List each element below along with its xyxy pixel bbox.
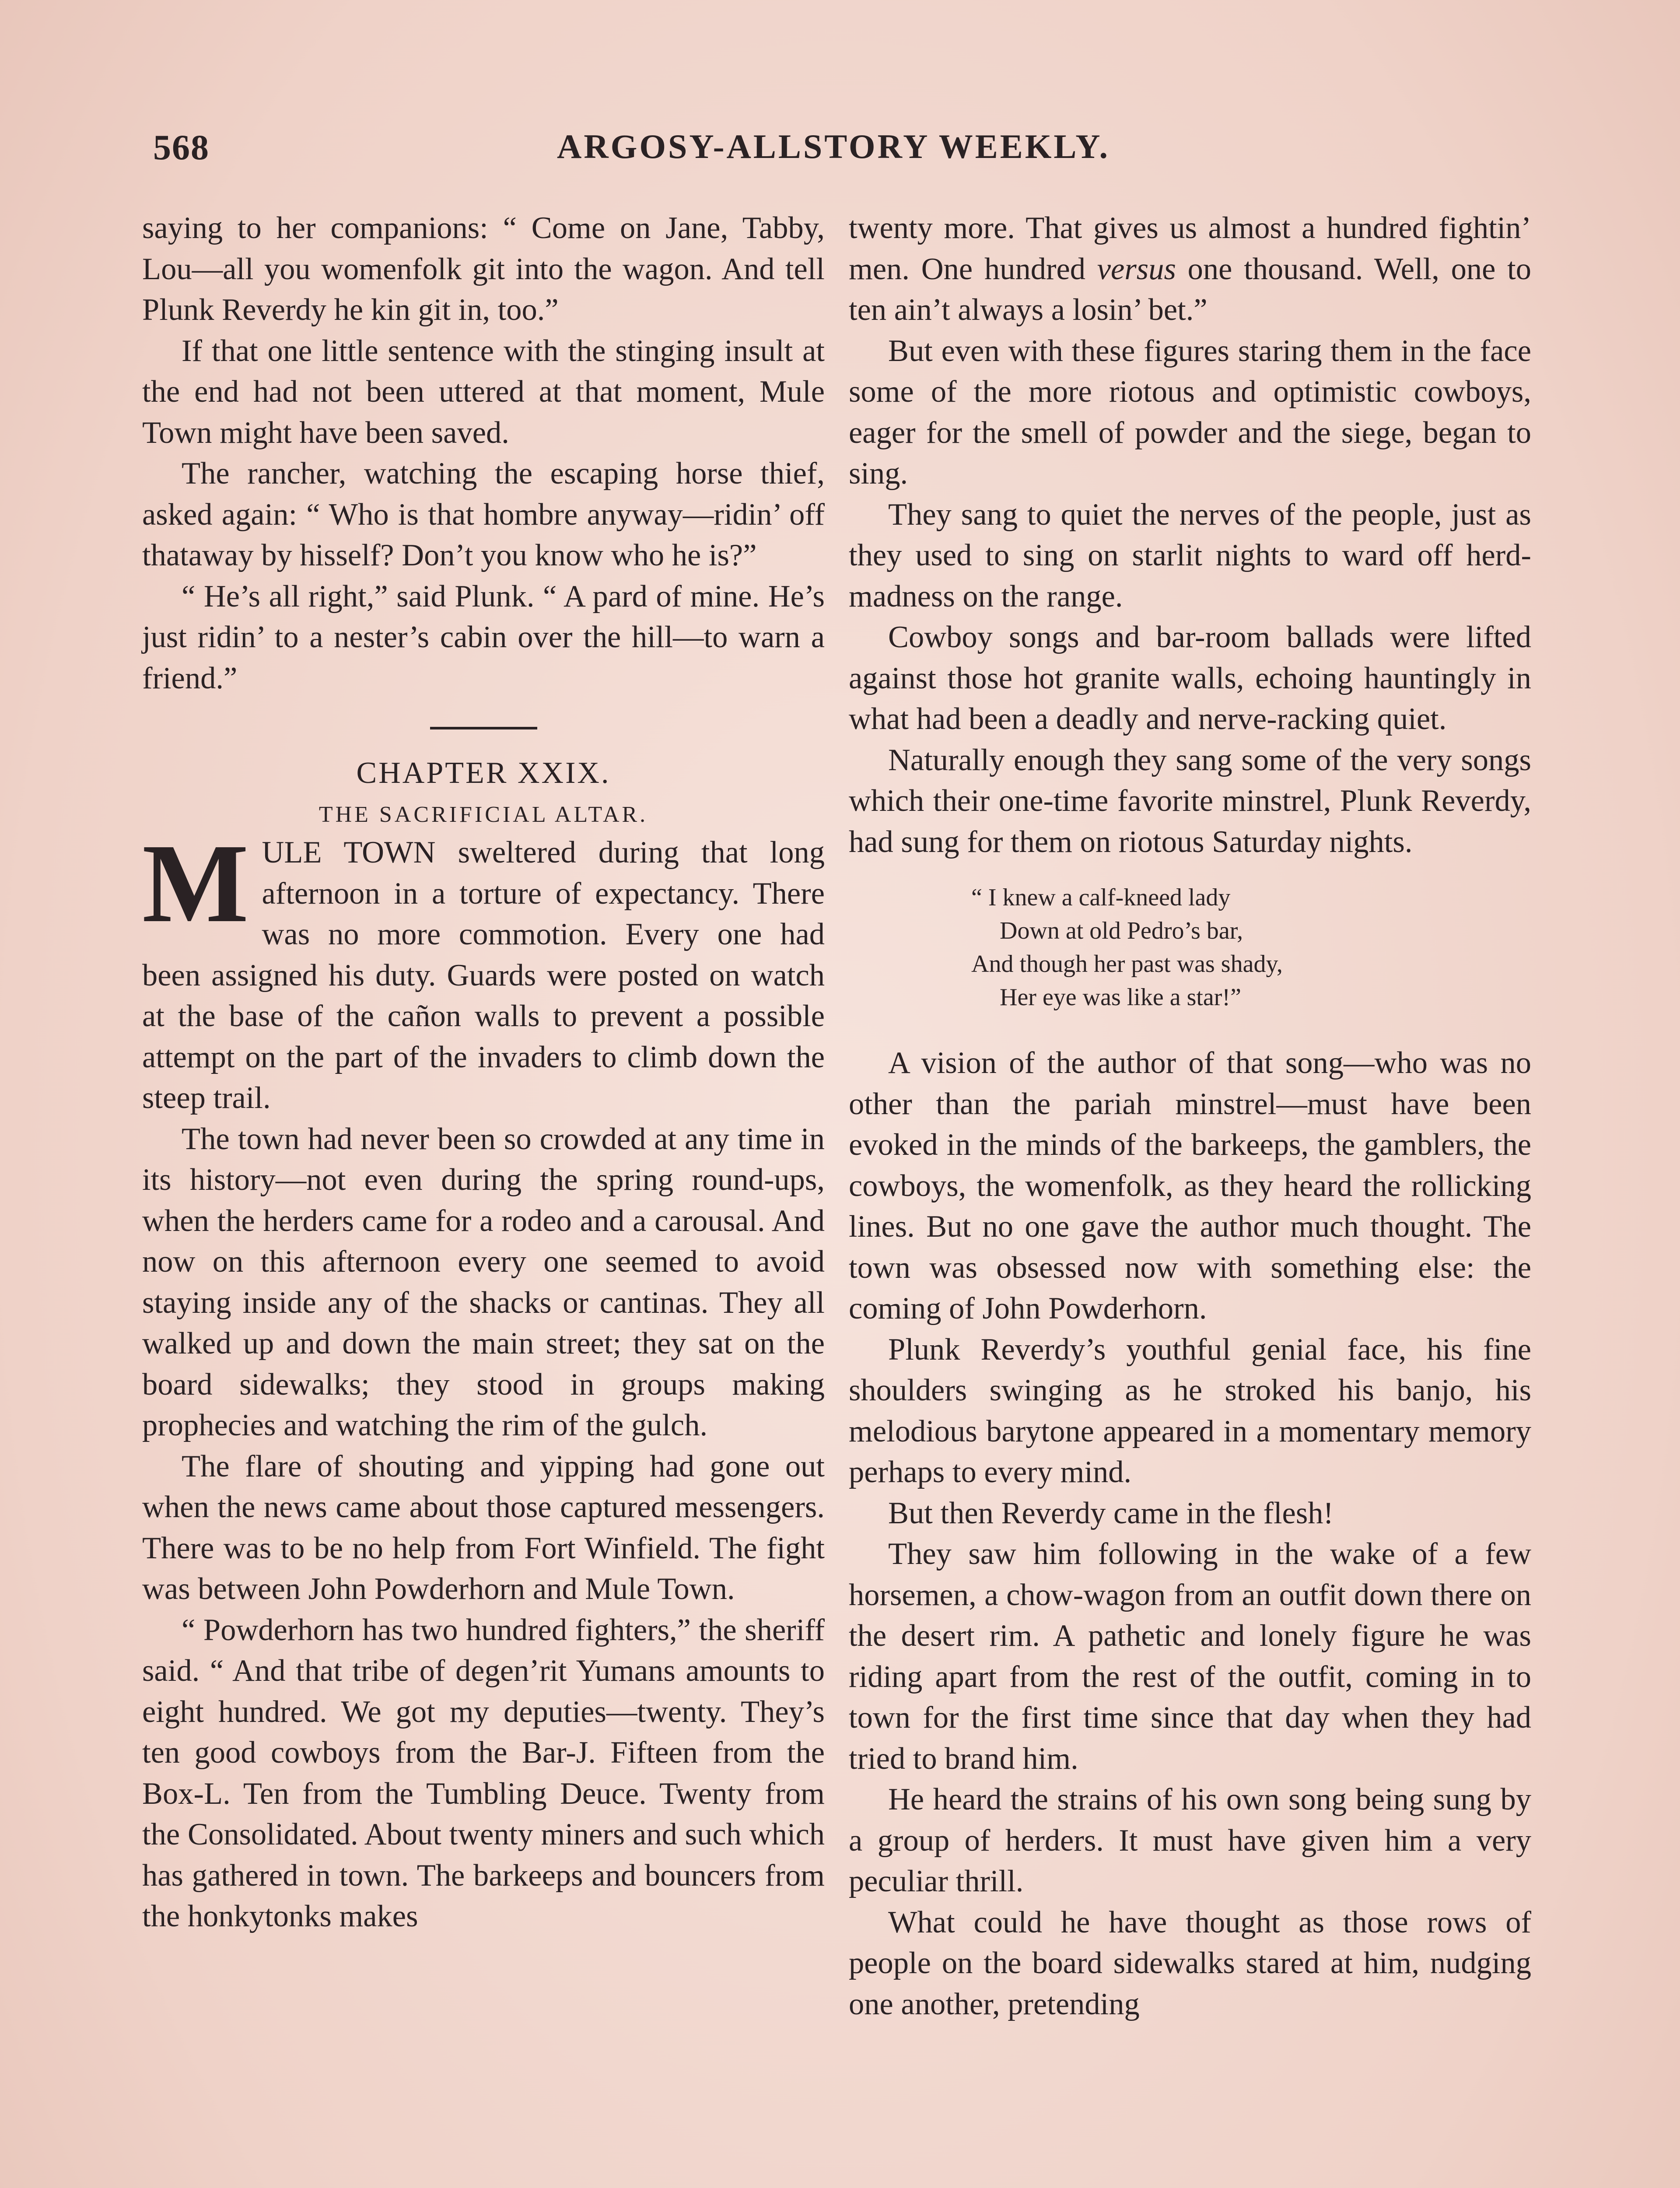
paragraph: saying to her companions: “ Come on Jane, Tabby, Lou—all you womenfolk git into the wagon. And tell Plunk Reverdy he kin git in, too.” [142,211,825,327]
paragraph: The town had never been so crowded at any time in its history—not even during the spring round-ups, when the herders came for a rodeo and a carousal. And now on this afternoon every one seemed to avoid staying inside any of the shacks or cantinas. They all walked up and down the main street; they sat on the board sidewalks; they stood in groups making prophecies and watching the rim of the gulch. [142,1122,825,1442]
paragraph: But even with these figures staring them in the face some of the more riotous and optimistic cowboys, eager for the smell of powder and the siege, began to sing. [849,333,1531,491]
chapter-title: CHAPTER XXIX. [356,756,611,790]
chapter-subtitle: THE SACRIFICIAL ALTAR. [318,802,648,827]
paragraph: They sang to quiet the nerves of the people, just as they used to sing on starlit nights to ward off herd-madness on the range. [849,497,1531,614]
paragraph: Plunk Reverdy’s youthful genial face, his fine shoulders swinging as he stroked his banjo, his melodious barytone appeared in a momentary memory perhaps to every mind. [849,1332,1531,1489]
verse-line: Down at old Pedro’s bar, [1000,917,1243,944]
page-number: 568 [153,127,210,167]
song-verse [849,881,1531,1014]
paragraph: If that one little sentence with the stinging insult at the end had not been uttered at that moment, Mule Town might have been saved. [142,333,825,450]
paragraph-text: twenty more. That gives us almost a hundred fightin’ men. One hundred [849,211,1531,286]
paragraph: Naturally enough they sang some of the very songs which their one-time favorite minstrel, Plunk Reverdy, had sung for them on riotous Saturday nights. [849,743,1531,859]
paragraph [849,208,1531,331]
left-column [142,208,825,1937]
paragraph: “ He’s all right,” said Plunk. “ A pard of mine. He’s just ridin’ to a nester’s cabin over the hill—to warn a friend.” [142,579,825,695]
paragraph: Cowboy songs and bar-room ballads were lifted against those hot granite walls, echoing hauntingly in what had been a deadly and nerve-racking quiet. [849,620,1531,736]
paragraph: The rancher, watching the escaping horse thief, asked again: “ Who is that hombre anyway—ridin’ off thataway by hisself? Don’t you know who he is?” [142,456,825,572]
paragraph: A vision of the author of that song—who was no other than the pariah minstrel—must have been evoked in the minds of the barkeeps, the gamblers, the cowboys, the womenfolk, as they heard the rollicking lines. But no one gave the author much thought. The town was obsessed now with something else: the coming of John Powderhorn. [849,1046,1531,1325]
verse-line: Her eye was like a star!” [1000,984,1241,1011]
paragraph: But then Reverdy came in the flesh! [888,1496,1334,1530]
paragraph: The flare of shouting and yipping had gone out when the news came about those captured messengers. There was to be no help from Fort Winfield. The fight was between John Powderhorn and Mule Town. [142,1449,825,1606]
verse-line: “ I knew a calf-kneed lady [971,884,1231,911]
paragraph: He heard the strains of his own song being sung by a group of herders. It must have given him a very peculiar thrill. [849,1782,1531,1898]
right-column [849,208,1531,2025]
paragraph: They saw him following in the wake of a few horsemen, a chow-wagon from an outfit down there on the desert rim. A pathetic and lonely figure he was riding apart from the rest of the outfit, coming in to town for the first time since that day when they had tried to brand him. [849,1537,1531,1776]
paragraph-text: one thousand. Well, one to ten ain’t always a losin’ bet.” [849,252,1531,327]
opening-paragraph [142,820,825,1119]
paragraph: “ Powderhorn has two hundred fighters,” the sheriff said. “ And that tribe of degen’rit Yumans amounts to eight hundred. We got my deputies—twenty. They’s ten good cowboys from the Bar-J. Fifteen from the Box-L. Ten from the Tumbling Deuce. Twenty from the Consolidated. About twenty miners and such which has gathered in town. The barkeeps and bouncers from the honkytonks makes [142,1613,825,1933]
section-divider [430,727,537,729]
opening-text: ULE TOWN sweltered during that long afternoon in a torture of expectancy. There was no more commotion. Every one had been assigned his duty. Guards were posted on watch at the base of the cañon walls to prevent a possible attempt on the part of the invaders to climb down the steep trail. [142,835,825,1115]
drop-cap: M [142,820,249,946]
paragraph: What could he have thought as those rows of people on the board sidewalks stared at him, nudging one another, pretending [849,1905,1531,2021]
page-header [144,127,1522,184]
running-title: ARGOSY-ALLSTORY WEEKLY. [557,127,1110,165]
verse-line: And though her past was shady, [971,950,1283,978]
italic-word: versus [1097,252,1176,286]
